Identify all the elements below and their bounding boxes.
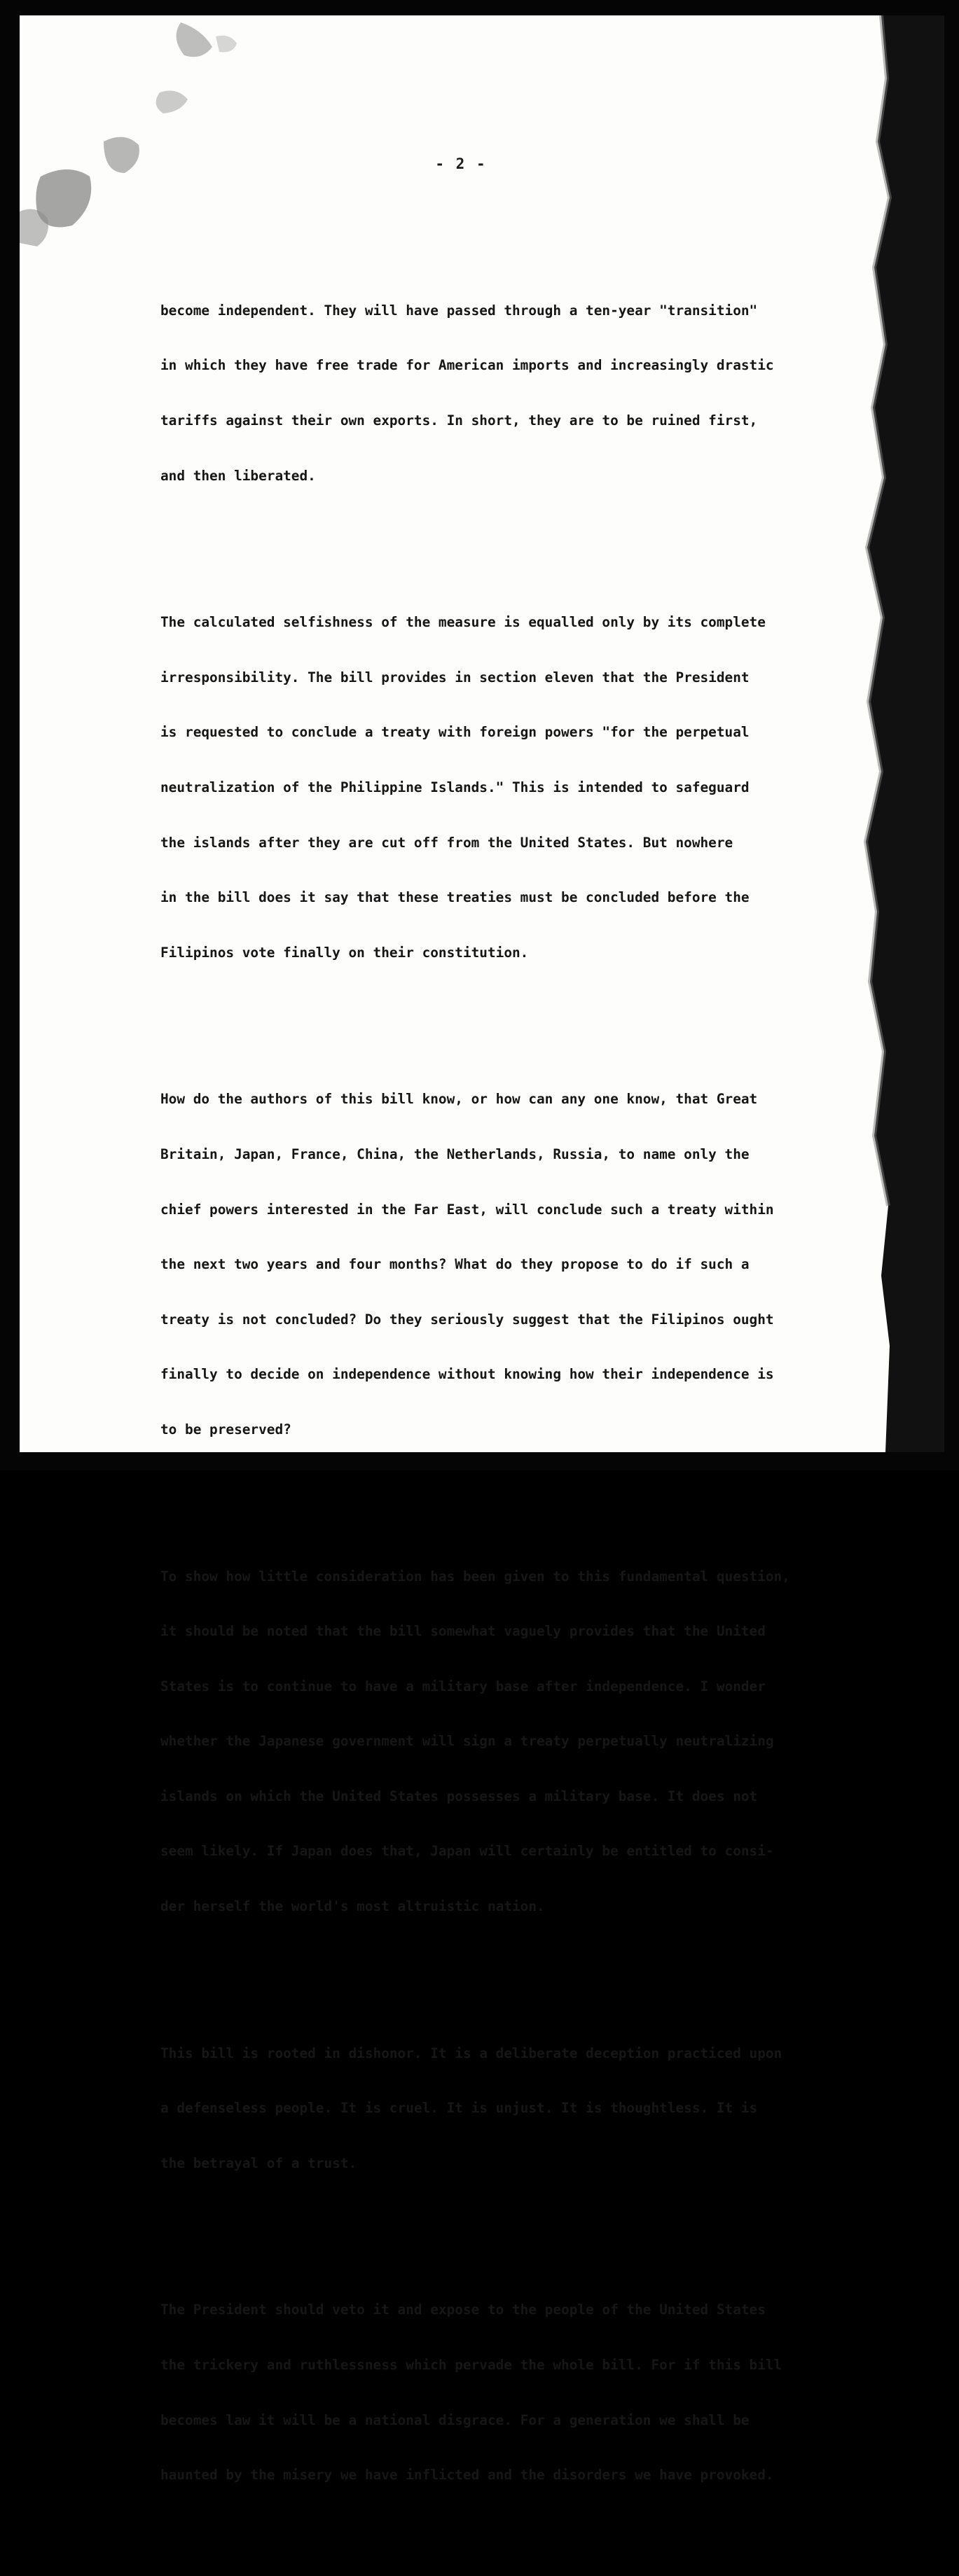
text-line: seem likely. If Japan does that, Japan will certainly be entitled to consi-	[160, 1843, 774, 1860]
text-line: and then liberated.	[160, 467, 316, 484]
text-line: the next two years and four months? What do they propose to do if such a	[160, 1256, 750, 1273]
text-line: to be preserved?	[160, 1421, 291, 1437]
paragraph-2	[160, 577, 868, 999]
page-number: - 2 -	[435, 155, 487, 172]
text-line: tariffs against their own exports. In short, they are to be ruined first,	[160, 412, 758, 429]
page-shadow-edge	[902, 15, 944, 1452]
text-line: States is to continue to have a military base after independence. I wonder	[160, 1678, 766, 1694]
text-line: der herself the world's most altruistic nation.	[160, 1898, 545, 1915]
text-line: finally to decide on independence without knowing how their independence is	[160, 1366, 774, 1383]
text-line: the trickery and ruthlessness which pervade the whole bill. For if this bill	[160, 2357, 782, 2374]
text-line: become independent. They will have passed through a ten-year "transition"	[160, 302, 758, 319]
letter-body	[160, 228, 868, 2576]
text-line: How do the authors of this bill know, or how can any one know, that Great	[160, 1091, 758, 1108]
paragraph-4	[160, 1531, 868, 1953]
text-line: in the bill does it say that these treaties must be concluded before the	[160, 889, 750, 906]
text-line: a defenseless people. It is cruel. It is unjust. It is thoughtless. It is	[160, 2100, 758, 2117]
text-line: whether the Japanese government will sign a treaty perpetually neutralizing	[160, 1733, 774, 1750]
text-line: neutralization of the Philippine Islands." This is intended to safeguard	[160, 779, 750, 795]
text-line: Britain, Japan, France, China, the Netherlands, Russia, to name only the	[160, 1146, 750, 1162]
paragraph-6	[160, 2264, 868, 2521]
text-line: treaty is not concluded? Do they seriously suggest that the Filipinos ought	[160, 1311, 774, 1328]
text-line: in which they have free trade for American imports and increasingly drastic	[160, 357, 774, 374]
text-line: the islands after they are cut off from the United States. But nowhere	[160, 834, 733, 851]
text-line: This bill is rooted in dishonor. It is a deliberate deception practiced upon	[160, 2045, 782, 2061]
text-line: The calculated selfishness of the measure is equalled only by its complete	[160, 614, 766, 631]
text-line: To show how little consideration has been given to this fundamental question,	[160, 1568, 790, 1585]
text-line: haunted by the misery we have inflicted and the disorders we have provoked.	[160, 2467, 774, 2484]
paragraph-1	[160, 265, 868, 522]
text-line: islands on which the United States possesses a military base. It does not	[160, 1788, 758, 1804]
paragraph-5	[160, 2007, 868, 2209]
paragraph-3	[160, 1054, 868, 1476]
text-line: it should be noted that the bill somewhat vaguely provides that the United	[160, 1623, 766, 1640]
document-page	[20, 15, 902, 2484]
text-line: the betrayal of a trust.	[160, 2154, 357, 2171]
text-line: The President should veto it and expose to the people of the United States	[160, 2302, 766, 2318]
text-line: is requested to conclude a treaty with foreign powers "for the perpetual	[160, 724, 750, 741]
text-line: chief powers interested in the Far East, will conclude such a treaty within	[160, 1201, 774, 1218]
text-line: Filipinos vote finally on their constitution.	[160, 944, 529, 961]
text-line: becomes law it will be a national disgrace. For a generation we shall be	[160, 2411, 750, 2428]
text-line: irresponsibility. The bill provides in section eleven that the President	[160, 669, 750, 685]
